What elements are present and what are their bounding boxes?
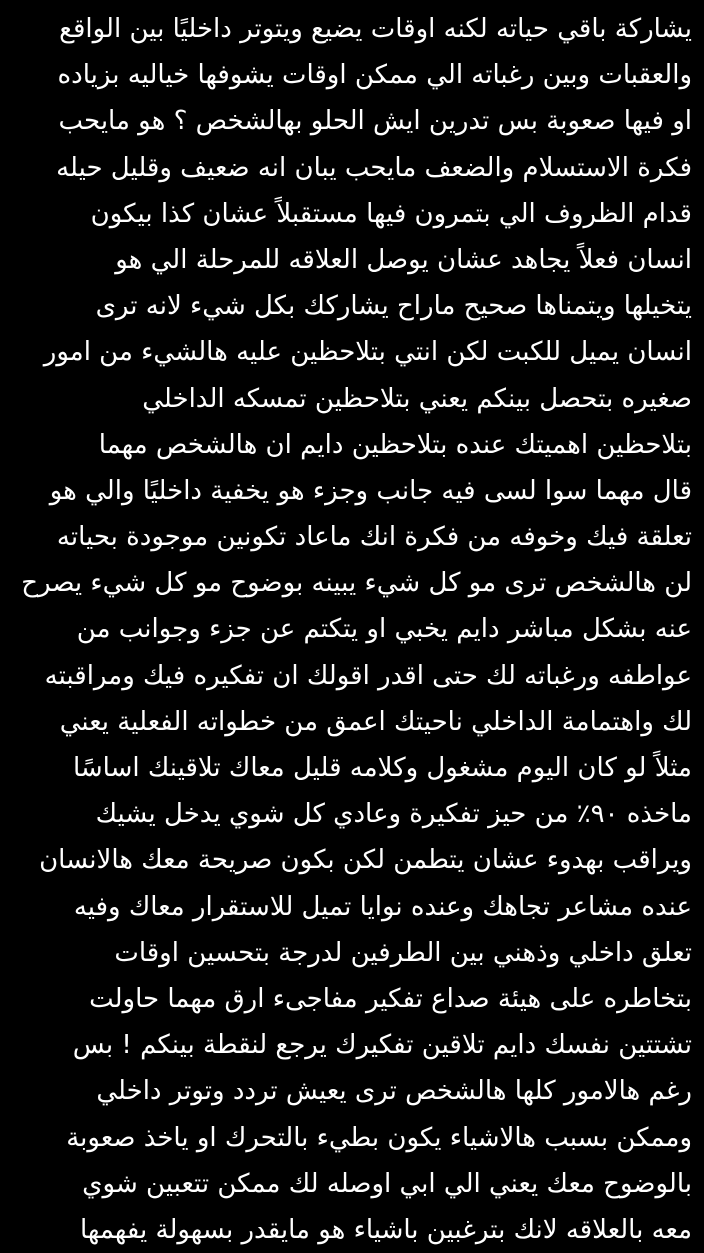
text-line: انسان يميل للكبت لكن انتي بتلاحظين عليه هالشيء من امور	[43, 337, 692, 368]
text-line: فكرة الاستسلام والضعف مايحب يبان انه ضعيف وقليل حيله	[56, 152, 692, 183]
text-line: بالوضوح معك يعني الي ابي اوصله لك ممكن تتعبين شوي	[82, 1168, 692, 1199]
text-line: والعقبات وبين رغباته الي ممكن اوقات يشوفها خياليه بزياده	[57, 60, 692, 91]
text-line: يشاركة باقي حياته لكنه اوقات يضيع ويتوتر داخليًا بين الواقع	[59, 14, 692, 44]
text-line: او فيها صعوبة بس تدرين ايش الحلو بهالشخص ؟ هو مايحب	[58, 106, 692, 137]
text-line: صغيره بتحصل بينكم يعني بتلاحظين تمسكه الداخلي	[142, 383, 692, 414]
text-line: تعلق داخلي وذهني بين الطرفين لدرجة بتحسين اوقات	[114, 937, 692, 968]
text-line: عنه بشكل مباشر دايم يخبي او يتكتم عن جزء وجوانب من	[76, 614, 692, 645]
text-line: مثلاً لو كان اليوم مشغول وكلامه قليل معاك تلاقينك اساسًا	[72, 753, 692, 783]
text-line: لن هالشخص ترى مو كل شيء يبينه بوضوح مو كل شيء يصرح	[21, 568, 692, 599]
text-line: ويراقب بهدوء عشان يتطمن لكن بكون صريحة معك هالانسان	[39, 845, 692, 876]
text-line: قال مهما سوا لسى فيه جانب وجزء هو يخفية داخليًا والي هو	[49, 475, 692, 506]
text-line: عنده مشاعر تجاهك وعنده نوايا تميل للاستقرار معاك وفيه	[73, 891, 692, 922]
text-line: تشتتين نفسك دايم تلاقين تفكيرك يرجع لنقطة بينكم ! بس	[72, 1030, 692, 1061]
text-line: بتخاطره على هيئة صداع تفكير مفاجىء ارق مهما حاولت	[89, 983, 692, 1014]
text-line: لك واهتمامة الداخلي ناحيتك اعمق من خطواته الفعلية يعني	[59, 706, 692, 737]
paragraph-text	[12, 6, 692, 1253]
text-line: معه بالعلاقه لانك بترغبين باشياء هو مايقدر بسهولة يفهمها	[79, 1214, 692, 1245]
text-line: انسان فعلاً يجاهد عشان يوصل العلاقه للمرحلة الي هو	[115, 244, 692, 275]
text-line: تعلقة فيك وخوفه من فكرة انك ماعاد تكونين موجودة بحياته	[56, 522, 692, 553]
text-line: عواطفه ورغباته لك حتى اقدر اقولك ان تفكيره فيك ومراقبته	[44, 660, 692, 691]
text-line: يتخيلها ويتمناها صحيح ماراح يشاركك بكل شيء لانه ترى	[95, 291, 692, 322]
text-line: ماخذه ٩٠٪ من حيز تفكيرة وعادي كل شوي يدخل يشيك	[95, 799, 692, 830]
text-line: قدام الظروف الي بتمرون فيها مستقبلاً عشان كذا بيكون	[90, 198, 692, 229]
text-line: رغم هالامور كلها هالشخص ترى يعيش تردد وتوتر داخلي	[96, 1076, 692, 1107]
text-line: بتلاحظين اهميتك عنده بتلاحظين دايم ان هالشخص مهما	[98, 429, 692, 460]
text-line: وممكن بسبب هالاشياء يكون بطيء بالتحرك او ياخذ صعوبة	[66, 1122, 692, 1153]
